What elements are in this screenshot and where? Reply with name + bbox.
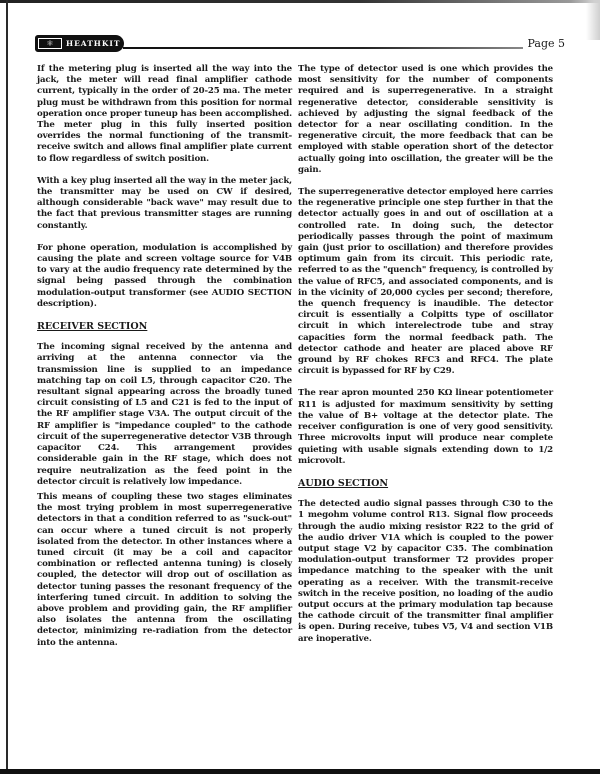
- page-header: [35, 35, 575, 55]
- paragraph-detector-type: The type of detector used is one which provides the most sensitivity for the number of components required and is superregenerative. In a straight regenerative detector, considerable sensitivity is achieved by adjusting the signal feedback of the detector for a near oscillating condition. In the regenerative circuit, the more feedback that can be employed with stable operation short of the detector actually going into oscillation, the greater will be the gain.: [298, 64, 553, 175]
- page-number: Page 5: [527, 37, 565, 50]
- section-heading-audio: AUDIO SECTION: [298, 477, 389, 489]
- paragraph-receiver-coupling: This means of coupling these two stages eliminates the most trying problem in most superregenerative detectors in that a condition referred to as "suck-out" can occur where a tuned circuit is not properly isolated from the detector. In other instances where a tuned circuit (it may be a coil and capacitor combination or reflected antenna tuning) is closely coupled, the detector will drop out of oscillation as detector tuning passes the resonant frequency of the interfering tuned circuit. In addition to solving the above problem and providing gain, the RF amplifier also isolates the antenna from the oscillating detector, minimizing re-radiation from the detector into the antenna.: [37, 491, 292, 648]
- atom-emblem-icon: ⚛: [38, 38, 62, 49]
- logo-text: HEATHKIT: [66, 39, 121, 48]
- paragraph-phone-operation: For phone operation, modulation is accomplished by causing the plate and screen voltage source for V4B to vary at the audio frequency rate determined by the signal being passed through the combination modulation-output transformer (see AUDIO SECTION description).: [37, 242, 292, 309]
- paragraph-metering-plug: If the metering plug is inserted all the way into the jack, the meter will read final amplifier cathode current, typically in the order of 20-25 ma. The meter plug must be withdrawn from this position for normal operation once proper tuneup has been accomplished. The meter plug in this fully inserted position overrides the normal functioning of the transmit-receive switch and allows final amplifier plate current to flow regardless of switch position.: [37, 64, 292, 164]
- paragraph-key-plug: With a key plug inserted all the way in the meter jack, the transmitter may be used on CW if desired, although considerable "back wave" may result due to the fact that previous transmitter stages are running constantly.: [37, 175, 292, 231]
- left-column: [37, 64, 292, 660]
- paragraph-potentiometer: The rear apron mounted 250 KΩ linear potentiometer R11 is adjusted for maximum sensitivity by setting the value of B+ voltage at the detector plate. The receiver configuration is one of very good sensitivity. Three microvolts input will produce near complete quieting with usable signals extending down to 1/2 microvolt.: [298, 388, 553, 466]
- right-column: [298, 64, 553, 656]
- paragraph-receiver-signal-path: The incoming signal received by the antenna and arriving at the antenna connector via the transmission line is supplied to an impedance matching tap on coil L5, through capacitor C20. The resultant signal appearing across the broadly tuned circuit consisting of L5 and C21 is fed to the input of the RF amplifier stage V3A. The output circuit of the RF amplifier is "impedance coupled" to the cathode circuit of the superregenerative detector V3B through capacitor C24. This arrangement provides considerable gain in the RF stage, which does not require neutralization as the feed point in the detector circuit is relatively low impedance.: [37, 342, 292, 487]
- scan-edge-bottom: [0, 769, 600, 774]
- section-heading-receiver: RECEIVER SECTION: [37, 321, 148, 333]
- header-rule: [123, 47, 523, 49]
- scan-edge-top: [0, 0, 600, 3]
- scan-shadow: [586, 0, 600, 40]
- heathkit-logo: [35, 35, 124, 52]
- scan-edge-left: [6, 0, 8, 774]
- paragraph-superregenerative-detector: The superregenerative detector employed here carries the regenerative principle one step further in that the detector actually goes in and out of oscillation at a controlled rate. In doing such, the detector periodically passes through the point of maximum gain (just prior to oscillation) and therefore provides optimum gain from its circuit. This periodic rate, referred to as the "quench" frequency, is controlled by the value of RFC5, and associated components, and is in the vicinity of 20,000 cycles per second; therefore, the quench frequency is inaudible. The detector circuit is essentially a Colpitts type of oscillator circuit in which interelectrode tube and stray capacities form the normal feedback path. The detector cathode and heater are placed above RF ground by RF chokes RFC3 and RFC4. The plate circuit is bypassed for RF by C29.: [298, 187, 553, 377]
- paragraph-audio-section: The detected audio signal passes through C30 to the 1 megohm volume control R13. Signal flow proceeds through the audio mixing resistor R22 to the grid of the audio driver V1A which is coupled to the power output stage V2 by capacitor C35. The combination modulation-output transformer T2 provides proper impedance matching to the speaker with the unit operating as a receiver. With the transmit-receive switch in the receive position, no loading of the audio output occurs at the primary modulation tap because the cathode circuit of the transmitter final amplifier is open. During receive, tubes V5, V4 and section V1B are inoperative.: [298, 499, 553, 644]
